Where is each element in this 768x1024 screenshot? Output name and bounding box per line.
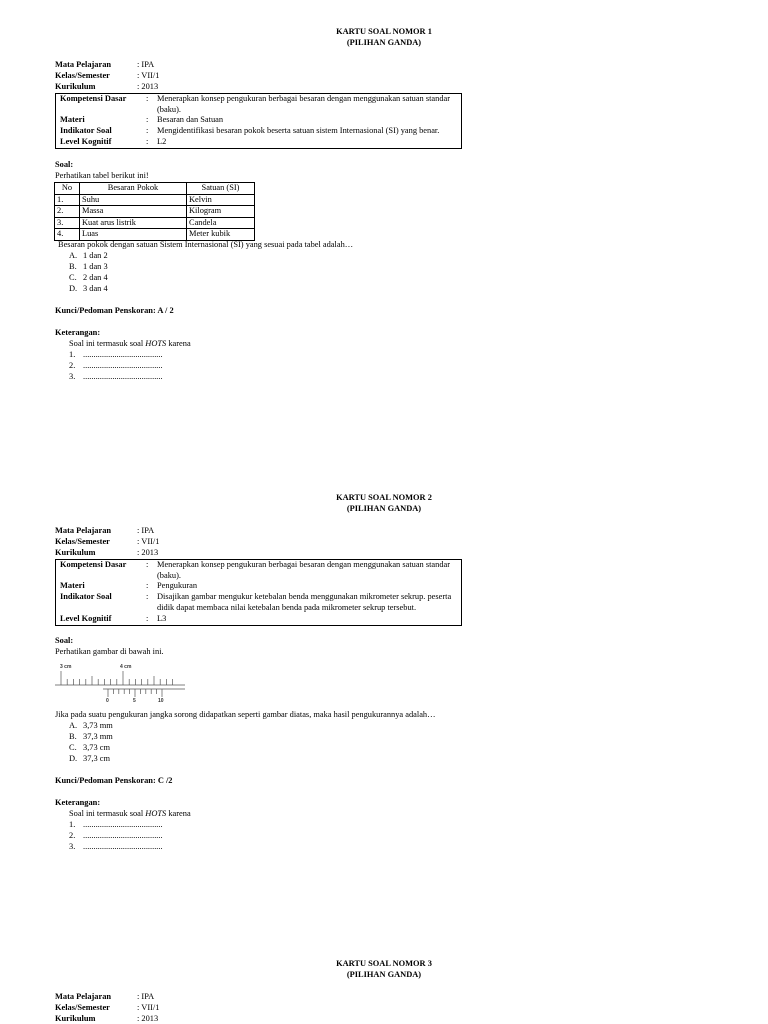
meta-value: : IPA	[137, 526, 155, 535]
meta-label: Kelas/Semester	[55, 1002, 110, 1012]
card2-subtitle: (PILIHAN GANDA)	[346, 504, 422, 513]
card2-soal-label: Soal:	[55, 636, 74, 645]
table-cell: 2.	[55, 206, 80, 218]
vernier-scale-ticks	[108, 689, 162, 697]
table-cell: Suhu	[80, 194, 187, 206]
option-text: 1 dan 2	[83, 251, 108, 260]
card3-title: KARTU SOAL NOMOR 3	[336, 959, 432, 968]
box-value: Disajikan gambar mengukur ketebalan benda menggunakan mikrometer sekrup. peserta didik dapat membaca nilai ketebalan benda pada mikrometer sekrup tersebut.	[157, 592, 452, 612]
meta-value: : 2013	[137, 1013, 159, 1023]
list-dots: ......................................	[83, 361, 163, 370]
hots-word: HOTS	[145, 809, 167, 818]
box-value: L2	[157, 136, 167, 146]
box-label: Level Kognitif	[60, 613, 112, 623]
card1-question: Besaran pokok dengan satuan Sistem Internasional (SI) yang sesuai pada tabel adalah…	[58, 240, 354, 249]
table-cell: Kilogram	[187, 206, 255, 218]
vernier-label-5: 5	[133, 698, 136, 704]
list-item	[69, 842, 163, 853]
option-letter: B.	[69, 262, 77, 271]
option-c	[69, 743, 110, 754]
box-label: Indikator Soal	[60, 126, 112, 136]
vernier-label-0: 0	[106, 698, 109, 704]
hots-word: HOTS	[145, 339, 167, 348]
table-row	[55, 229, 255, 241]
main-scale-ticks	[61, 671, 173, 685]
card1-soal-label: Soal:	[55, 160, 74, 169]
option-d	[69, 284, 108, 295]
main-label-3cm: 3 cm	[60, 664, 72, 670]
table-cell: 1.	[55, 194, 80, 206]
colon: :	[146, 581, 149, 591]
colon: :	[146, 126, 149, 136]
list-number: 1.	[69, 350, 76, 359]
option-b	[69, 262, 108, 273]
option-text: 3,73 mm	[83, 721, 113, 730]
box-value: Menerapkan konsep pengukuran berbagai besaran dengan menggunakan satuan standar (baku).	[157, 94, 451, 114]
card2-intro: Perhatikan gambar di bawah ini.	[55, 647, 164, 656]
list-item	[69, 372, 163, 383]
colon: :	[146, 136, 149, 146]
card1-hots-note	[69, 339, 191, 350]
card1-subtitle: (PILIHAN GANDA)	[346, 38, 422, 47]
table-header: Besaran Pokok	[80, 183, 187, 195]
table-header: No	[55, 183, 80, 195]
meta-value: : 2013	[137, 547, 159, 557]
list-dots: ......................................	[83, 842, 163, 851]
option-text: 1 dan 3	[83, 262, 108, 271]
option-a	[69, 251, 108, 262]
option-letter: D.	[69, 754, 78, 763]
table-row	[55, 194, 255, 206]
card1-title: KARTU SOAL NOMOR 1	[336, 27, 432, 36]
box-label: Kompetensi Dasar	[60, 560, 127, 569]
meta-label: Kelas/Semester	[55, 536, 110, 546]
option-letter: A.	[69, 721, 78, 730]
colon: :	[146, 592, 149, 602]
card2-title: KARTU SOAL NOMOR 2	[336, 493, 432, 502]
option-text: 37,3 mm	[83, 732, 113, 741]
option-letter: A.	[69, 251, 78, 260]
meta-value: : VII/1	[137, 70, 160, 80]
colon: :	[146, 560, 149, 569]
colon: :	[146, 613, 149, 623]
list-item	[69, 820, 163, 831]
colon: :	[146, 94, 149, 103]
table-cell: Luas	[80, 229, 187, 241]
meta-label: Kurikulum	[55, 547, 96, 557]
meta-label: Kurikulum	[55, 81, 96, 91]
box-label: Indikator Soal	[60, 592, 112, 602]
list-number: 1.	[69, 820, 76, 829]
option-text: 3 dan 4	[83, 284, 108, 293]
option-c	[69, 273, 108, 284]
meta-value: : VII/1	[137, 1002, 160, 1012]
card3-subtitle: (PILIHAN GANDA)	[346, 970, 422, 979]
meta-label: Mata Pelajaran	[55, 60, 112, 69]
option-letter: B.	[69, 732, 77, 741]
hots-suffix: karena	[166, 809, 191, 818]
list-number: 2.	[69, 831, 76, 840]
list-dots: ......................................	[83, 372, 163, 381]
table-cell: Kuat arus listrik	[80, 217, 187, 229]
table-header: Satuan (SI)	[187, 183, 255, 195]
option-letter: C.	[69, 743, 77, 752]
meta-label: Mata Pelajaran	[55, 992, 112, 1001]
box-label: Level Kognitif	[60, 136, 112, 146]
card1-keterangan-label: Keterangan:	[55, 328, 101, 337]
option-a	[69, 721, 113, 732]
card2-competency-box	[55, 559, 462, 626]
box-value: Pengukuran	[157, 581, 198, 591]
meta-label: Kelas/Semester	[55, 70, 110, 80]
list-dots: ......................................	[83, 350, 163, 359]
option-text: 37,3 cm	[83, 754, 110, 763]
table-cell: Meter kubik	[187, 229, 255, 241]
list-number: 3.	[69, 372, 76, 381]
card1-units-table	[54, 182, 255, 241]
list-item	[69, 350, 163, 361]
card2-hots-note	[69, 809, 191, 820]
list-dots: ......................................	[83, 820, 163, 829]
option-text: 3,73 cm	[83, 743, 110, 752]
table-cell: Kelvin	[187, 194, 255, 206]
option-d	[69, 754, 110, 765]
box-label: Materi	[60, 115, 85, 125]
option-letter: D.	[69, 284, 78, 293]
meta-value: : 2013	[137, 81, 159, 91]
box-label: Kompetensi Dasar	[60, 94, 127, 103]
table-cell: 3.	[55, 217, 80, 229]
hots-prefix: Soal ini termasuk soal	[69, 339, 146, 348]
box-value: Besaran dan Satuan	[157, 115, 224, 125]
list-item	[69, 831, 163, 842]
table-cell: 4.	[55, 229, 80, 241]
option-b	[69, 732, 113, 743]
list-dots: ......................................	[83, 831, 163, 840]
box-value: Mengidentifikasi besaran pokok beserta satuan sistem Internasional (SI) yang benar.	[157, 126, 440, 136]
list-item	[69, 361, 163, 372]
box-value: L3	[157, 613, 167, 623]
card2-answer-key: Kunci/Pedoman Penskoran: C /2	[55, 776, 173, 785]
meta-value: : IPA	[137, 60, 155, 69]
list-number: 2.	[69, 361, 76, 370]
hots-prefix: Soal ini termasuk soal	[69, 809, 146, 818]
table-cell: Candela	[187, 217, 255, 229]
meta-label: Kurikulum	[55, 1013, 96, 1023]
card1-competency-box	[55, 93, 462, 149]
hots-suffix: karena	[166, 339, 191, 348]
card2-question: Jika pada suatu pengukuran jangka sorong didapatkan seperti gambar diatas, maka hasil pengukurannya adalah…	[55, 710, 436, 719]
card1-intro: Perhatikan tabel berikut ini!	[55, 171, 149, 180]
box-label: Materi	[60, 581, 85, 591]
list-number: 3.	[69, 842, 76, 851]
card1-answer-key: Kunci/Pedoman Penskoran: A / 2	[55, 306, 174, 315]
option-letter: C.	[69, 273, 77, 282]
caliper-figure	[55, 658, 187, 708]
table-row	[55, 217, 255, 229]
table-row	[55, 206, 255, 218]
meta-value: : VII/1	[137, 536, 160, 546]
option-text: 2 dan 4	[83, 273, 108, 282]
vernier-label-10: 10	[158, 698, 164, 704]
meta-value: : IPA	[137, 992, 155, 1001]
meta-label: Mata Pelajaran	[55, 526, 112, 535]
colon: :	[146, 115, 149, 125]
main-label-4cm: 4 cm	[120, 664, 132, 670]
box-value: Menerapkan konsep pengukuran berbagai besaran dengan menggunakan satuan standar (baku).	[157, 560, 451, 580]
card2-keterangan-label: Keterangan:	[55, 798, 101, 807]
table-cell: Massa	[80, 206, 187, 218]
